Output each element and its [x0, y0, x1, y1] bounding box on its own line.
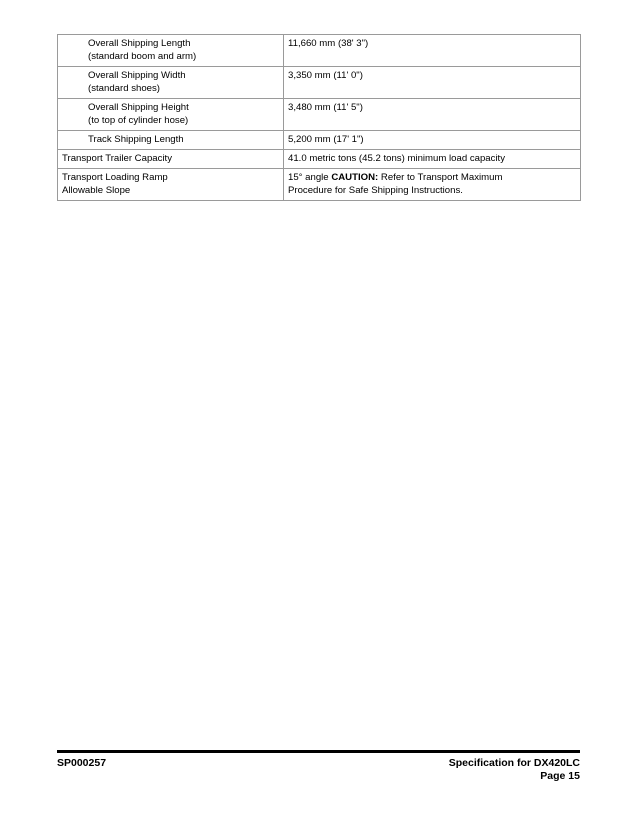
table-row — [58, 131, 581, 150]
spec-value-cell — [284, 67, 581, 99]
caution-text-continued: Procedure for Safe Shipping Instructions. — [288, 185, 463, 196]
spec-label-cell — [58, 99, 284, 131]
spec-value-cell — [284, 35, 581, 67]
table-row — [58, 169, 581, 201]
spec-label: Track Shipping Length — [88, 134, 184, 145]
caution-label: CAUTION: — [331, 172, 379, 183]
spec-label: Overall Shipping Length — [88, 38, 191, 49]
spec-value-cell — [284, 99, 581, 131]
spec-value-cell — [284, 131, 581, 150]
spec-label-note: (standard shoes) — [88, 83, 160, 94]
spec-value-cell — [284, 150, 581, 169]
spec-label: Transport Trailer Capacity — [62, 153, 173, 164]
spec-label: Overall Shipping Height — [88, 102, 189, 113]
caution-text: Refer to Transport Maximum — [378, 172, 503, 183]
spec-value: 3,350 mm (11' 0") — [288, 70, 363, 81]
spec-value: 11,660 mm (38' 3") — [288, 38, 369, 49]
spec-value-cell — [284, 169, 581, 201]
shipping-spec-table — [57, 34, 581, 201]
spec-label-cell — [58, 169, 284, 201]
footer-divider — [57, 750, 580, 753]
spec-label: Overall Shipping Width — [88, 70, 186, 81]
spec-label-note: (to top of cylinder hose) — [88, 115, 189, 126]
spec-label-note: (standard boom and arm) — [88, 51, 197, 62]
spec-value: 41.0 metric tons (45.2 tons) minimum load capacity — [288, 153, 506, 164]
table-row — [58, 67, 581, 99]
table-row — [58, 35, 581, 67]
document-number: SP000257 — [57, 757, 107, 769]
spec-value: 5,200 mm (17' 1") — [288, 134, 364, 145]
spec-label-cell — [58, 35, 284, 67]
spec-value: 3,480 mm (11' 5") — [288, 102, 363, 113]
table-row — [58, 150, 581, 169]
table-row — [58, 99, 581, 131]
spec-title: Specification for DX420LC — [448, 757, 580, 769]
footer-title-block — [449, 757, 580, 783]
spec-label-cell — [58, 67, 284, 99]
spec-label-note: Allowable Slope — [62, 185, 131, 196]
spec-label-cell — [58, 131, 284, 150]
ramp-angle-text: 15° angle — [288, 172, 332, 183]
page-number: Page 15 — [540, 770, 580, 782]
spec-label-cell — [58, 150, 284, 169]
spec-label: Transport Loading Ramp — [62, 172, 168, 183]
ramp-slope-value — [288, 171, 576, 184]
